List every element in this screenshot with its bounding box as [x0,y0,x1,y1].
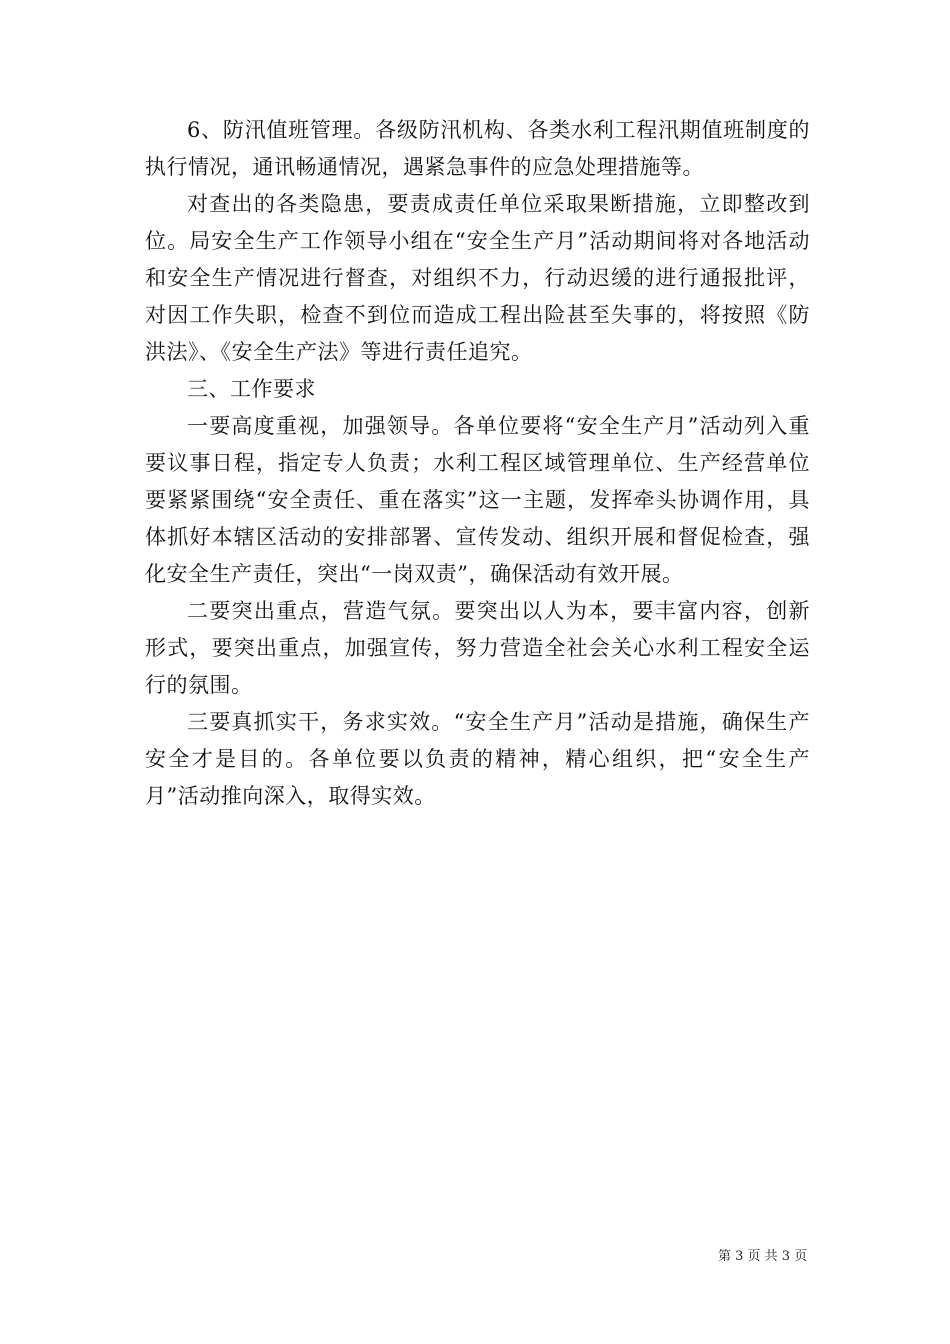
page-number-footer: 第 3 页 共 3 页 [718,1249,808,1264]
document-body [145,112,810,815]
paragraph-requirement-one: 一要高度重视，加强领导。各单位要将“安全生产月”活动列入重要议事日程，指定专人负责；水利工程区域管理单位、生产经营单位要紧紧围绕“安全责任、重在落实”这一主题，发挥牵头协调作用，具体抓好本辖区活动的安排部署、宣传发动、组织开展和督促检查，强化安全生产责任，突出“一岗双责”，确保活动有效开展。 [145,414,810,586]
section-heading-work-requirements: 三、工作要求 [187,377,316,401]
paragraph-flood-duty: 6、防汛值班管理。各级防汛机构、各类水利工程汛期值班制度的执行情况，通讯畅通情况，遇紧急事件的应急处理措施等。 [145,118,810,179]
paragraph-hazard-rectification: 对查出的各类隐患，要责成责任单位采取果断措施，立即整改到位。局安全生产工作领导小组在“安全生产月”活动期间将对各地活动和安全生产情况进行督查，对组织不力，行动迟缓的进行通报批评，对因工作失职，检查不到位而造成工程出险甚至失事的，将按照《防洪法》、《安全生产法》等进行责任追究。 [145,192,810,364]
paragraph-requirement-three: 三要真抓实干，务求实效。“安全生产月”活动是措施，确保生产安全才是目的。各单位要以负责的精神，精心组织，把“安全生产月”活动推向深入，取得实效。 [145,710,810,808]
paragraph-requirement-two: 二要突出重点，营造气氛。要突出以人为本，要丰富内容，创新形式，要突出重点，加强宣传，努力营造全社会关心水利工程安全运行的氛围。 [145,599,810,697]
